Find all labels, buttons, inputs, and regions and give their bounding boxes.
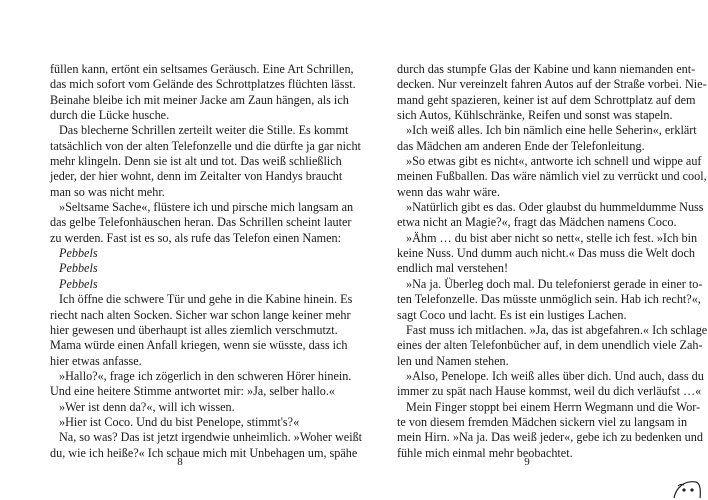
text-line: tatsächlich von der alten Telefonzelle und die dürfte ja gar nicht [50, 138, 361, 153]
text-line: Beinahe bleibe ich mit meiner Jacke am Zaun hängen, als ich [50, 92, 349, 107]
text-line: »Na ja. Überleg doch mal. Du telefonierst gerade in einer to- [406, 276, 703, 291]
text-line: ten Telefonzelle. Das müsste unmöglich sein. Hab ich recht?«, [397, 292, 701, 307]
text-line: Fast muss ich mitlachen. »Ja, das ist abgefahren.« Ich schlage [406, 322, 708, 337]
text-line: »Wer ist denn da?«, will ich wissen. [59, 399, 235, 414]
text-line: fühle mich einmal mehr beobachtet. [397, 445, 573, 460]
text-line: »So etwas gibt es nicht«, antworte ich schnell und wippe auf [406, 154, 702, 169]
right-page-text [397, 62, 708, 461]
text-line: immer zu spät nach Hause kommst, weil du dich verläufst …« [397, 384, 702, 399]
text-line: man so was nicht mehr. [50, 184, 165, 199]
text-line: das Mädchen am anderen Ende der Telefonleitung. [397, 138, 645, 153]
page-number-left: 8 [177, 456, 183, 468]
text-line: Und eine heitere Stimme antwortet mir: »Ja, selber hallo.« [50, 384, 335, 399]
text-line: mein Hirn. »Na ja. Das weiß jeder«, gebe ich zu bedenken und [397, 430, 703, 445]
text-line: du, wie ich heiße?« Ich schaue mich mit Unbehagen um, spähe [50, 445, 358, 460]
text-line: Mein Finger stoppt bei einem Herrn Wegmann und die Wor- [406, 399, 701, 414]
text-line: das mich sofort vom Gelände des Schrottplatzes flüchten lässt. [50, 77, 356, 92]
text-line: decken. Nur vereinzelt fahren Autos auf der Straße vorbei. Nie- [397, 77, 707, 92]
text-line: durch die Lücke husche. [50, 108, 170, 123]
text-line: endlich mal verstehen! [397, 261, 508, 276]
text-line: hier etwas anfasse. [50, 353, 142, 368]
doodle-face-icon [670, 468, 702, 500]
text-line: Mama würde einen Anfall kriegen, wenn sie wüsste, dass ich [50, 338, 348, 353]
text-line: »Also, Penelope. Ich weiß alles über dich. Und auch, dass du [406, 368, 704, 383]
text-line: keine Nuss. Und dumm auch nicht.« Das muss die Welt doch [397, 246, 696, 261]
text-line: jeder, der hier wohnt, denn im Zeitalter von Handys braucht [50, 169, 343, 184]
text-line: hier gewesen und überhaupt ist alles ziemlich verschmutzt. [50, 322, 338, 337]
text-line: meinen Fußballen. Das wäre nämlich viel zu verrückt und cool, [397, 169, 707, 184]
text-line: sich Autos, Kühlschränke, Reifen und sonst was stapeln. [397, 108, 673, 123]
text-line: wenn das wahr wäre. [397, 184, 500, 199]
text-line: sagt Coco und lacht. Es ist ein lustiges Lachen. [397, 307, 627, 322]
text-line: mand geht spazieren, keiner ist auf dem Schrottplatz auf dem [397, 92, 696, 107]
text-line: durch das stumpfe Glas der Kabine und kann niemanden ent- [397, 62, 696, 76]
text-line: len und Namen stehen. [397, 353, 509, 368]
text-line: Ich öffne die schwere Tür und gehe in die Kabine hinein. Es [59, 292, 353, 307]
text-line: Pebbels [59, 276, 98, 291]
text-line: te von diesem fremden Mädchen sickern viel zu langsam in [397, 414, 688, 429]
page-number-right: 9 [524, 456, 530, 468]
text-line: eines der alten Telefonbücher auf, in dem unendlich viele Zah- [397, 338, 703, 353]
left-page-text [50, 62, 363, 461]
text-line: Das blecherne Schrillen zerteilt weiter die Stille. Es kommt [59, 123, 349, 138]
text-line: »Ich weiß alles. Ich bin nämlich eine helle Seherin«, erklärt [406, 123, 697, 138]
text-line: füllen kann, ertönt ein seltsames Geräusch. Eine Art Schrillen, [50, 62, 354, 76]
text-line: das gelbe Telefonhäuschen heran. Das Schrillen scheint lauter [50, 215, 352, 230]
text-line: »Seltsame Sache«, flüstere ich und pirsche mich langsam an [59, 200, 354, 215]
text-line: »Natürlich gibt es das. Oder glaubst du hummeldumme Nuss [406, 200, 704, 215]
text-line: zu werden. Fast ist es so, als rufe das Telefon einen Namen: [50, 230, 341, 245]
text-line: riecht nach alten Socken. Sicher war schon lange keiner mehr [50, 307, 351, 322]
text-line: »Hallo?«, frage ich zögerlich in den schweren Hörer hinein. [59, 368, 352, 383]
text-line: Na, so was? Das ist jetzt irgendwie unheimlich. »Woher weißt [59, 430, 363, 445]
text-line: Pebbels [59, 261, 98, 276]
text-line: mehr klingeln. Denn sie ist alt und tot. Das weiß schließlich [50, 154, 342, 169]
text-line: Pebbels [59, 246, 98, 261]
text-line: etwa nicht an Magie?«, fragt das Mädchen namens Coco. [397, 215, 677, 230]
text-line: »Hier ist Coco. Und du bist Penelope, stimmt's?« [59, 414, 300, 429]
text-line: »Ähm … du bist aber nicht so nett«, stelle ich fest. »Ich bin [406, 230, 698, 245]
